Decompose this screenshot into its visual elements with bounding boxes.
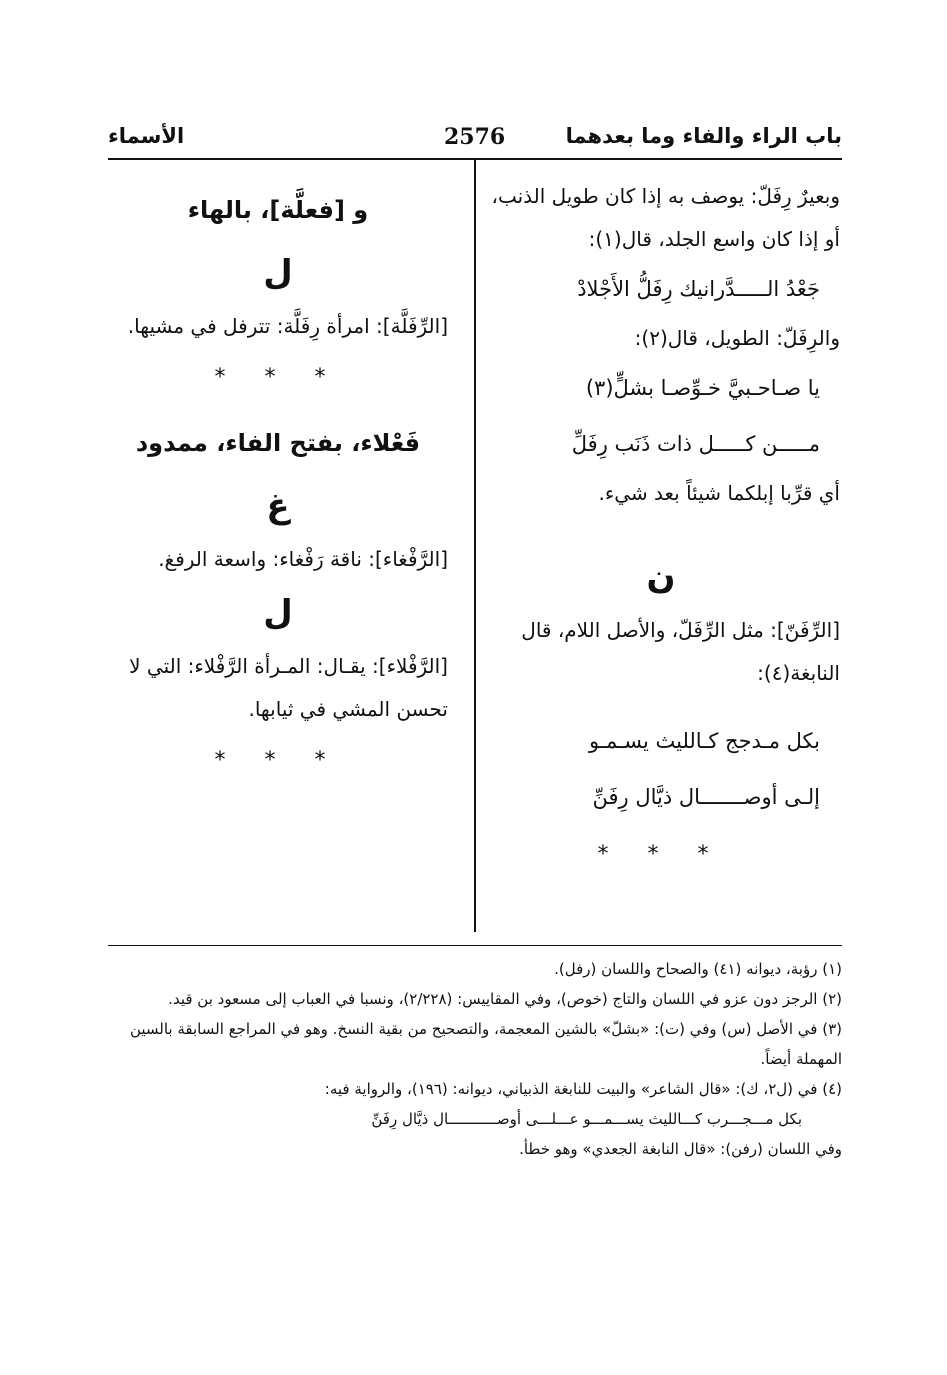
- footnote-4-note: وفي اللسان (رفن): «قال النابغة الجعدي» وهو خطأ.: [519, 1140, 842, 1158]
- entry-rifann: [الرِّفَنّ]: مثل الرِّفَلّ، والأصل اللام، قال النابغة(٤):: [521, 618, 840, 685]
- letter-heading-nun: ن: [646, 557, 676, 597]
- section-heading-fa3la: فَعْلاء، بفتح الفاء، ممدود: [135, 429, 421, 457]
- section-separator: * * *: [597, 842, 725, 867]
- letter-heading-ghain: غ: [266, 486, 290, 526]
- section-separator: * * *: [214, 748, 342, 773]
- section-separator: * * *: [214, 365, 342, 390]
- right-column: [482, 175, 840, 885]
- entry-rafla: [الرَّفْلاء]: يقـال: المـرأة الرَّفْلاء: التي لا تحسن المشي في ثيابها.: [129, 654, 448, 721]
- verse-3b: إلـى أوصـــــــال ذيَّال رِفَنِّ: [592, 785, 820, 809]
- entry-rafgha: [الرَّفْغاء]: ناقة رَفْغاء: واسعة الرفغ.: [158, 547, 448, 571]
- explanation: أي قرِّبا إبلكما شيئاً بعد شيء.: [598, 481, 840, 505]
- letter-heading-lam-2: ل: [263, 593, 293, 633]
- page-number: 2576: [444, 124, 506, 150]
- footnote-4: (٤) في (ل٢، ك): «قال الشاعر» والبيت للنابغة الذبياني، ديوانه: (١٩٦)، والرواية فيه:: [324, 1080, 842, 1098]
- letter-heading-lam: ل: [263, 253, 293, 293]
- footnotes: [108, 945, 842, 1164]
- footnote-4-verse: بكل مـــجـــرب كـــالليث يســـمـــو عـــلـــى أوصـــــــــــال ذيَّال رِفَنِّ: [371, 1110, 802, 1128]
- section-heading-fa3alla: و [فعلَّة]، بالهاء: [187, 196, 369, 224]
- footnote-1: (١) رؤبة، ديوانه (٤١) والصحاح واللسان (رفل).: [554, 960, 842, 978]
- entry-rifall-tall: والرِفَلّ: الطويل، قال(٢):: [634, 326, 840, 350]
- footnote-3: (٣) في الأصل (س) وفي (ت): «بشلّ» بالشين المعجمة، والتصحيح من بقية النسخ. وهو في المراجع السابقة بالسين المهملة أيضاً.: [129, 1020, 842, 1068]
- section-title: باب الراء والفاء وما بعدهما: [565, 124, 842, 148]
- verse-1: جَعْدُ الـــــدَّرانيك رِفَلُّ الأَجْلادْ: [577, 277, 820, 301]
- column-divider: [474, 160, 476, 932]
- verse-2b: مـــــن كـــــل ذات ذَنَب رِفَلِّ: [571, 432, 820, 456]
- entry-rifall-camel: وبعيرٌ رِفَلّ: يوصف به إذا كان طويل الذنب، أو إذا كان واسع الجلد، قال(١):: [491, 184, 840, 251]
- page-header: [108, 118, 842, 160]
- entry-rifalla: [الرِّفَلَّة]: امرأة رِفَلَّة: تترفل في مشيها.: [127, 314, 448, 338]
- footnote-2: (٢) الرجز دون عزو في اللسان والتاج (خوص)، وفي المقاييس: (٢/٢٢٨)، ونسبا في العباب إلى مسعود بن قيد.: [168, 990, 842, 1008]
- verse-2a: يا صـاحـبيَّ خـوِّصـا بشلٍّ(٣): [585, 376, 820, 400]
- left-column: [108, 175, 448, 791]
- category-title: الأسماء: [108, 124, 185, 148]
- verse-3a: بكل مـدجج كـالليث يسـمـو: [588, 729, 820, 753]
